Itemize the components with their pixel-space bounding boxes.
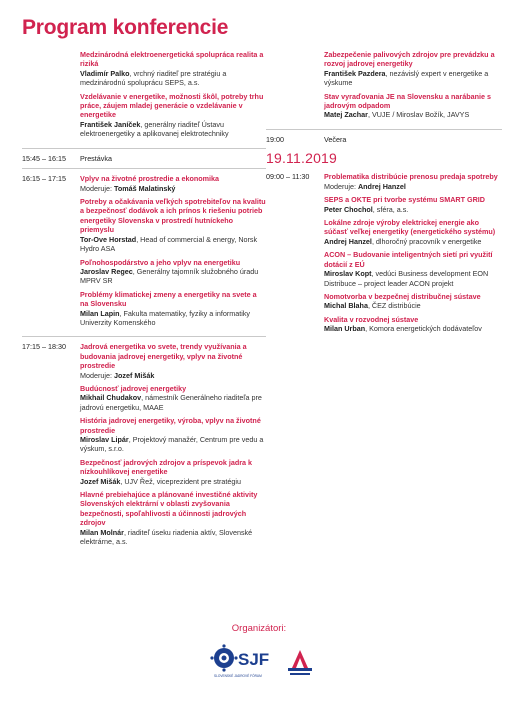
sjf-emblem-icon [210, 644, 237, 671]
speaker-name: Michal Blaha [324, 301, 368, 311]
speaker-description: , dlhoročný pracovník v energetike [371, 236, 482, 246]
time-slot: 09:00 – 11:30 [266, 172, 310, 182]
divider [22, 148, 266, 149]
talk-item [80, 197, 266, 253]
speaker-description: , generálny riaditeľ Ústavu elektroenergetiky a aplikovanej elektrotechniky [80, 119, 229, 139]
talk-item [80, 490, 266, 546]
talk-title: Potreby a očakávania veľkých spotrebiteľov na kvalitu a bezpečnosť dodávok a ich prínos k riešeniu potrieb energetiky Slovenska v prostredí hutníckeho priemyslu [80, 197, 266, 235]
divider [22, 168, 266, 169]
speaker-name: František Pazdera [324, 68, 386, 78]
session-header [80, 174, 266, 193]
moderator-label: Moderuje: [80, 370, 114, 380]
speaker-name: Milan Lapin [80, 308, 120, 318]
talk-item [80, 92, 266, 139]
time-slot [266, 50, 324, 124]
speaker-name: Tor-Ove Horstad [80, 234, 137, 244]
dinner-row [266, 135, 502, 145]
speaker-name: Jozef Mišák [80, 476, 121, 486]
organizers-label: Organizátori: [231, 623, 287, 634]
session-title: Vplyv na životné prostredie a ekonomika [80, 174, 220, 184]
talk-title: Medzinárodná elektroenergetická spolupráca realita a riziká [80, 50, 264, 69]
sjf-logo-text: SJF [238, 650, 270, 669]
right-block2 [266, 172, 502, 337]
speaker-description: , vrchný riaditeľ pre stratégiu a medzinárodnú spoluprácu SEPS, a.s. [80, 68, 227, 88]
speaker-name: Jaroslav Regec [80, 266, 133, 276]
speaker-description: , námestník Generálneho riaditeľa pre jadrovú energetiku, MAAE [80, 393, 262, 412]
speaker-description: , VUJE / Miroslav Božík, JAVYS [367, 110, 470, 120]
session-header [80, 342, 266, 380]
speaker-description: , Komora energetických dodávateľov [365, 324, 482, 334]
session-header [324, 172, 502, 191]
divider [22, 336, 266, 337]
talk-title: SEPS a OKTE pri tvorbe systému SMART GRID [324, 195, 485, 205]
sjf-logo-subtext: SLOVENSKÉ JADROVÉ FÓRUM [214, 674, 262, 678]
left-block3 [22, 342, 266, 550]
talk-title: Zabezpečenie palivových zdrojov pre prevádzku a rozvoj jadrovej energetiky [324, 50, 495, 69]
time-slot: 17:15 – 18:30 [22, 342, 66, 352]
speaker-description: , ČEZ distribúcie [367, 301, 421, 311]
break-row [22, 154, 266, 164]
talk-title: Hlavné prebiehajúce a plánované investičné aktivity Slovenských elektrární v oblasti zvyšovania bezpečnosti, spoľahlivosti a účinnosti jadrových zdrojov [80, 490, 258, 528]
organizers-footer [0, 623, 518, 634]
talk-title: Poľnohospodárstvo a jeho vplyv na energetiku [80, 257, 241, 267]
talk-item [80, 416, 266, 454]
talk-item [324, 195, 502, 214]
speaker-name: Milan Molnár [80, 527, 124, 537]
speaker-name: Peter Chochol [324, 204, 373, 214]
talk-title: ACON – Budovanie inteligentných sietí pri využití dotácií z EÚ [324, 250, 493, 269]
talk-item [324, 315, 502, 334]
talk-item [324, 218, 502, 246]
organizer-logos [210, 644, 320, 680]
speaker-name: Vladimír Palko [80, 68, 130, 78]
break-label: Prestávka [80, 153, 112, 163]
partner-logo-icon [288, 650, 312, 675]
talk-title: Kvalita v rozvodnej sústave [324, 314, 419, 324]
time-slot: 15:45 – 16:15 [22, 153, 66, 163]
talk-item [80, 290, 266, 328]
speaker-name: Mikhail Chudakov [80, 393, 142, 403]
talk-title: Stav vyraďovania JE na Slovensku a narábanie s jadrovým odpadom [324, 91, 491, 111]
talk-item [80, 384, 266, 412]
speaker-description: , Projektový manažér, Centrum pre vedu a výskum, s.r.o. [80, 435, 264, 454]
moderator-name: Jozef Mišák [113, 370, 155, 380]
speaker-name: Miroslav Lipár [80, 435, 129, 444]
speaker-description: , UJV Řež, viceprezident pre stratégiu [120, 476, 242, 486]
speaker-name: Matej Zachar [324, 110, 368, 120]
talk-item [80, 258, 266, 286]
time-slot [22, 50, 80, 143]
talk-item [324, 250, 502, 288]
left-block1 [22, 50, 266, 143]
dinner-label: Večera [324, 134, 347, 144]
session-title: Problematika distribúcie prenosu predaja spotreby [324, 172, 498, 182]
moderator-name: Andrej Hanzel [357, 181, 406, 191]
talk-title: Lokálne zdroje výroby elektrickej energie ako súčasť veľkej energetiky (energetického systému) [324, 218, 496, 237]
talk-title: Budúcnosť jadrovej energetiky [80, 383, 187, 393]
speaker-description: , riaditeľ úseku riadenia aktív, Slovenské elektrárne, a.s. [80, 527, 253, 547]
talk-item [80, 458, 266, 486]
speaker-name: Milan Urban [324, 324, 366, 334]
talk-title: Vzdelávanie v energetike, možnosti škôl, potreby trhu práce, záujem mladej generácie o vzdelávanie v energetike [80, 91, 264, 120]
talk-item [324, 50, 502, 88]
divider [266, 129, 502, 130]
page-title: Program konferencie [22, 16, 229, 39]
time-slot: 16:15 – 17:15 [22, 174, 66, 184]
date-heading: 19.11.2019 [266, 150, 338, 167]
speaker-name: Andrej Hanzel [324, 236, 372, 246]
moderator-name: Tomáš Malatinský [113, 183, 176, 193]
speaker-description: , Generálny tajomník služobného úradu MPRV SR [80, 266, 259, 286]
talk-title: Problémy klimatickej zmeny a energetiky na svete a na Slovensku [80, 289, 257, 309]
time-slot: 19:00 [266, 134, 284, 144]
right-column [266, 50, 502, 338]
moderator-label: Moderuje: [324, 181, 358, 191]
session-title: Jadrová energetika vo svete, trendy využívania a budovania jadrovej energetiky, vplyv na životné prostredie [80, 342, 247, 371]
left-block2 [22, 174, 266, 331]
speaker-description: , Fakulta matematiky, fyziky a informatiky Univerzity Komenského [80, 308, 251, 327]
talk-title: Bezpečnosť jadrových zdrojov a príspevok jadra k nízkouhlíkovej energetike [80, 457, 253, 477]
talk-title: História jadrovej energetiky, výroba, vplyv na životné prostredie [80, 416, 261, 435]
speaker-description: , sféra, a.s. [372, 204, 409, 214]
speaker-description: , vedúci Business development EON Distribuce – project leader ACON projekt [324, 269, 489, 288]
talk-item [80, 50, 266, 88]
right-block1 [266, 50, 502, 124]
talk-title: Nomotvorba v bezpečnej distribučnej sústave [324, 291, 481, 301]
speaker-name: Miroslav Kopt [324, 269, 372, 279]
sjf-logo [210, 644, 320, 680]
talk-item [324, 292, 502, 311]
moderator-label: Moderuje: [80, 183, 114, 193]
speaker-description: , Head of commercial & energy, Norsk Hydro ASA [80, 234, 258, 254]
speaker-description: , nezávislý expert v energetike a výskume [324, 68, 489, 88]
left-column [22, 50, 266, 550]
speaker-name: František Janíček [80, 119, 141, 129]
talk-item [324, 92, 502, 120]
